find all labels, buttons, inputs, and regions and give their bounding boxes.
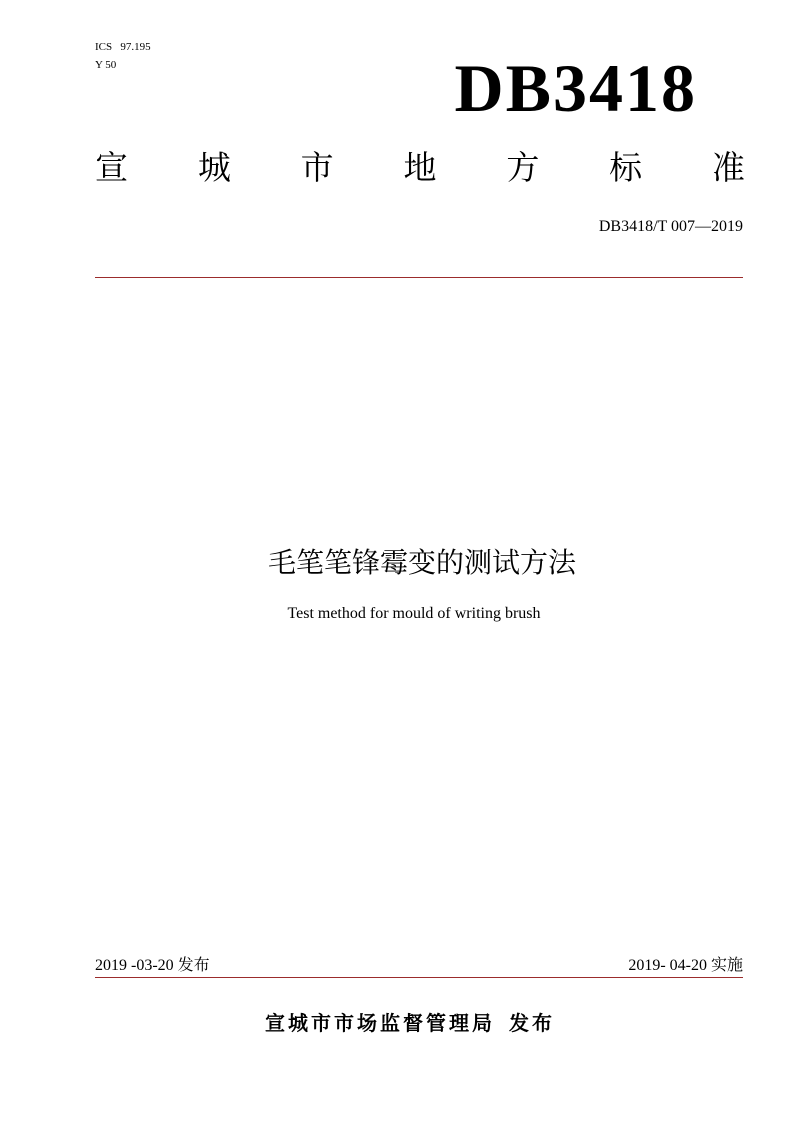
title-char: 城 xyxy=(197,148,231,187)
title-char: 准 xyxy=(711,148,745,187)
document-title-en: Test method for mould of writing brush xyxy=(287,605,541,622)
header-divider xyxy=(95,277,743,278)
footer-divider xyxy=(95,977,743,978)
standard-number: DB3418/T 007—2019 xyxy=(598,218,743,235)
title-char: 宣 xyxy=(95,148,128,187)
classification-code: Y 50 xyxy=(95,59,117,71)
document-title-cn: 毛笔笔锋霉变的测试方法 xyxy=(267,546,576,579)
title-char: 市 xyxy=(300,148,334,187)
title-char: 方 xyxy=(506,148,540,187)
title-char: 地 xyxy=(403,148,437,187)
issue-date: 2019 -03-20 发布 xyxy=(95,957,210,974)
ics-code: ICS 97.195 xyxy=(95,41,151,53)
standard-code-logo: DB3418 xyxy=(454,50,697,126)
publisher xyxy=(0,1008,800,1038)
publisher-action: 发布 xyxy=(509,1011,555,1035)
publisher-name: 宣城市市场监督管理局 xyxy=(265,1011,495,1035)
title-char: 标 xyxy=(609,148,643,187)
implementation-date: 2019- 04-20 实施 xyxy=(628,957,743,974)
standard-type-title xyxy=(95,146,745,190)
